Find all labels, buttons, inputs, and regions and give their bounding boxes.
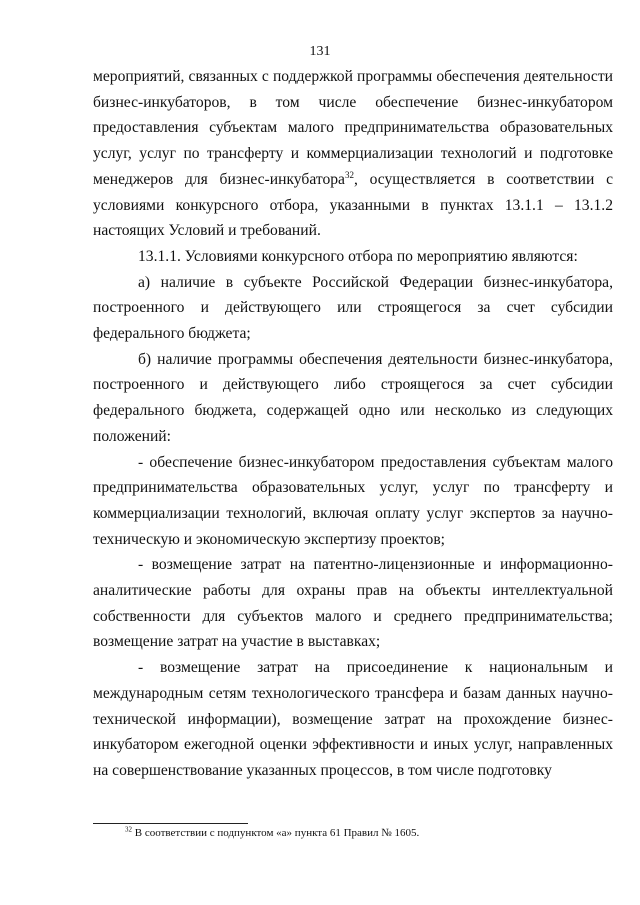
- paragraph-text: мероприятий, связанных с поддержкой программы обеспечения деятельности бизнес-инкубаторов, в том числе обеспечение бизнес-инкубатором предоставления субъектам малого предпринимательства образовательных услуг, услуг по трансферту и коммерциализации технологий и подготовке менеджеров для бизнес-инкубатора: [93, 68, 613, 188]
- paragraph-13-1-1: 13.1.1. Условиями конкурсного отбора по мероприятию являются:: [138, 247, 578, 265]
- paragraph-item-b: б) наличие программы обеспечения деятельности бизнес-инкубатора, построенного и действующего либо строящегося за счет субсидии федерального бюджета, содержащей одно или несколько из следующих положений:: [93, 350, 613, 445]
- paragraph-item-a: а) наличие в субъекте Российской Федерации бизнес-инкубатора, построенного и действующего или строящегося за счет субсидии федерального бюджета;: [93, 273, 613, 343]
- footnote: [125, 826, 605, 840]
- paragraph-bullet-3: - возмещение затрат на присоединение к национальным и международным сетям технологического трансфера и базам данных научно-технической информации), возмещение затрат на прохождение бизнес-инкубатором ежегодной оценки эффективности и иных услуг, направленных на совершенствование указанных процессов, в том числе подготовку: [93, 659, 613, 779]
- paragraph-text: , осуществляется в соответствии с условиями конкурсного отбора, указанными в пунктах 13.1.1 – 13.1.2 настоящих Условий и требований.: [93, 170, 613, 240]
- paragraph-bullet-1: - обеспечение бизнес-инкубатором предоставления субъектам малого предпринимательства образовательных услуг, услуг по трансферту и коммерциализации технологий, включая оплату услуг экспертов за научно-техническую и экономическую экспертизу проектов;: [93, 453, 613, 548]
- footnote-text: В соответствии с подпунктом «а» пункта 61 Правил № 1605.: [132, 827, 420, 839]
- footnote-separator: [93, 823, 248, 824]
- document-body: [93, 64, 613, 784]
- footnote-reference[interactable]: 32: [344, 169, 354, 180]
- paragraph-intro: [93, 64, 613, 244]
- paragraph-bullet-2: - возмещение затрат на патентно-лицензионные и информационно-аналитические работы для охраны прав на объекты интеллектуальной собственности для субъектов малого и среднего предпринимательства; возмещение затрат на участие в выставках;: [93, 556, 613, 651]
- footnote-marker: 32: [125, 825, 132, 834]
- page-number: 131: [309, 44, 331, 59]
